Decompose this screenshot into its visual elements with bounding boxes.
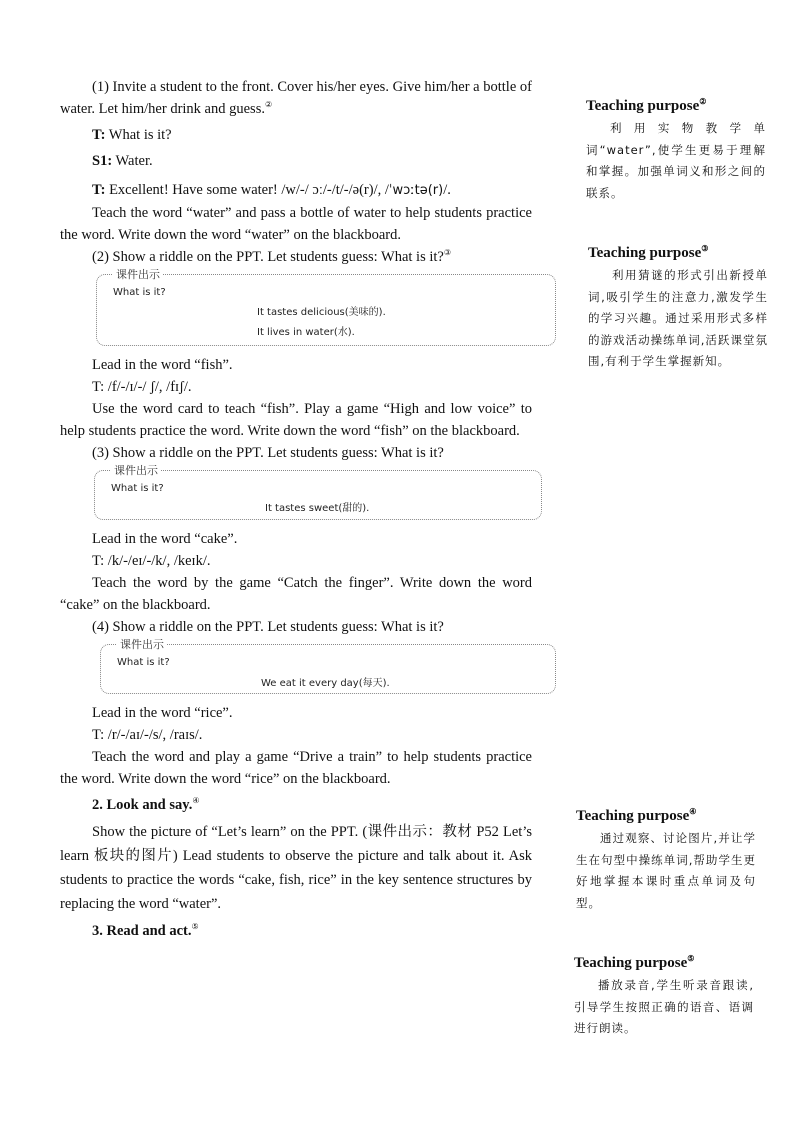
teaching-purpose-title (588, 243, 768, 263)
teaching-purpose-text: 利用实物教学单词“water”,使学生更易于理解和掌握。加强单词义和形之间的联系。 (586, 121, 766, 200)
footnote-marker: ③ (443, 248, 452, 257)
dialogue-text: What is it? (105, 127, 172, 143)
speaker-label: S1: (92, 153, 113, 169)
section-heading-text: 2. Look and say. (92, 797, 193, 813)
paragraph: Teach the word “water” and pass a bottle of water to help students practice the word. Write down the word “water” on the blackboard. (60, 205, 532, 243)
section-heading (60, 794, 532, 816)
dialogue-text: Excellent! Have some water! /w/-/ ɔː/-/t/-/ə(r)/, / (105, 182, 389, 198)
phonetic-line: T: /r/-/aɪ/-/s/, /raɪs/. (92, 727, 203, 743)
title-text: Teaching purpose (576, 808, 690, 824)
dialogue-line (60, 124, 532, 146)
courseware-box (94, 464, 542, 520)
section-heading (60, 920, 532, 942)
riddle-step-4: (4) Show a riddle on the PPT. Let students guess: What is it? (92, 619, 444, 635)
step-1-text: (1) Invite a student to the front. Cover his/her eyes. Give him/her a bottle of water. Let him/her drink and guess. (60, 79, 532, 117)
section-heading-text: 3. Read and act. (92, 923, 192, 939)
teaching-purpose-text: 播放录音,学生听录音跟读,引导学生按照正确的语音、语调进行朗读。 (574, 978, 754, 1035)
title-text: Teaching purpose (586, 98, 700, 114)
teaching-purpose-note (586, 96, 766, 204)
paragraph: Lead in the word “rice”. (92, 705, 233, 721)
phonetic-line: T: /k/-/eɪ/-/k/, /keɪk/. (92, 553, 211, 569)
teaching-purpose-title (574, 953, 754, 973)
footnote-marker: ② (699, 97, 707, 106)
riddle-step-2 (60, 246, 532, 268)
paragraph: Use the word card to teach “fish”. Play a game “High and low voice” to help students practice the word. Write down the word “fish” on the blackboard. (60, 401, 532, 439)
courseware-box (96, 268, 556, 346)
paragraph: Teach the word and play a game “Drive a train” to help students practice the word. Write down the word “rice” on the blackboard. (60, 749, 532, 787)
footnote-marker: ③ (701, 244, 709, 253)
phonetic-line: T: /f/-/ɪ/-/ ʃ/, /fɪʃ/. (92, 379, 192, 395)
courseware-tag: 课件出示 (113, 268, 163, 281)
courseware-tag: 课件出示 (111, 464, 161, 477)
dialogue-line (60, 150, 532, 172)
paragraph: Lead in the word “cake”. (92, 531, 238, 547)
paragraph: Teach the word by the game “Catch the finger”. Write down the word “cake” on the blackboard. (60, 575, 532, 613)
footnote-marker: ② (264, 100, 273, 109)
dialogue-text-end: /. (443, 182, 451, 198)
teaching-purpose-text: 利用猜谜的形式引出新授单词,吸引学生的注意力,激发学生的学习兴趣。通过采用形式多样的游戏活动操练单词,活跃课堂氛围,有利于学生掌握新知。 (588, 268, 768, 368)
teaching-purpose-title (576, 806, 756, 826)
riddle-question: What is it? (113, 287, 166, 298)
teaching-purpose-note (576, 806, 756, 914)
title-text: Teaching purpose (574, 955, 688, 971)
phonetic-transcription: ˈwɔːtə(r) (388, 183, 444, 198)
footnote-marker: ⑤ (191, 922, 199, 931)
dialogue-line (60, 179, 532, 202)
footnote-marker: ④ (192, 796, 200, 805)
riddle-step-text: (2) Show a riddle on the PPT. Let students guess: What is it? (92, 249, 444, 265)
step-1-paragraph (60, 76, 532, 120)
riddle-clue: We eat it every day(每天). (261, 678, 390, 689)
teaching-purpose-text: 通过观察、讨论图片,并让学生在句型中操练单词,帮助学生更好地掌握本课时重点单词及句型。 (576, 831, 756, 910)
courseware-tag: 课件出示 (117, 638, 167, 651)
dialogue-text: Water. (112, 153, 153, 169)
teaching-purpose-note (574, 953, 754, 1040)
riddle-step-3: (3) Show a riddle on the PPT. Let students guess: What is it? (92, 445, 444, 461)
speaker-label: T: (92, 182, 106, 198)
lesson-body (60, 76, 532, 942)
speaker-label: T: (92, 127, 106, 143)
paragraph: Lead in the word “fish”. (92, 357, 233, 373)
riddle-clue: It lives in water(水). (257, 327, 355, 338)
footnote-marker: ④ (689, 807, 697, 816)
teaching-purpose-note (588, 243, 768, 373)
riddle-question: What is it? (111, 483, 164, 494)
footnote-marker: ⑤ (687, 954, 695, 963)
riddle-clue: It tastes delicious(美味的). (257, 307, 386, 318)
title-text: Teaching purpose (588, 245, 702, 261)
paragraph: Show the picture of “Let’s learn” on the PPT. (课件出示：教材 P52 Let’s learn 板块的图片) Lead students to observe the picture and talk about it. Ask students to practice the words “cake, fish, rice” in the key sentence structures by replacing the word “water”. (60, 824, 532, 912)
riddle-question: What is it? (117, 657, 170, 668)
teaching-purpose-title (586, 96, 766, 116)
riddle-clue: It tastes sweet(甜的). (265, 503, 370, 514)
courseware-box (100, 638, 556, 694)
